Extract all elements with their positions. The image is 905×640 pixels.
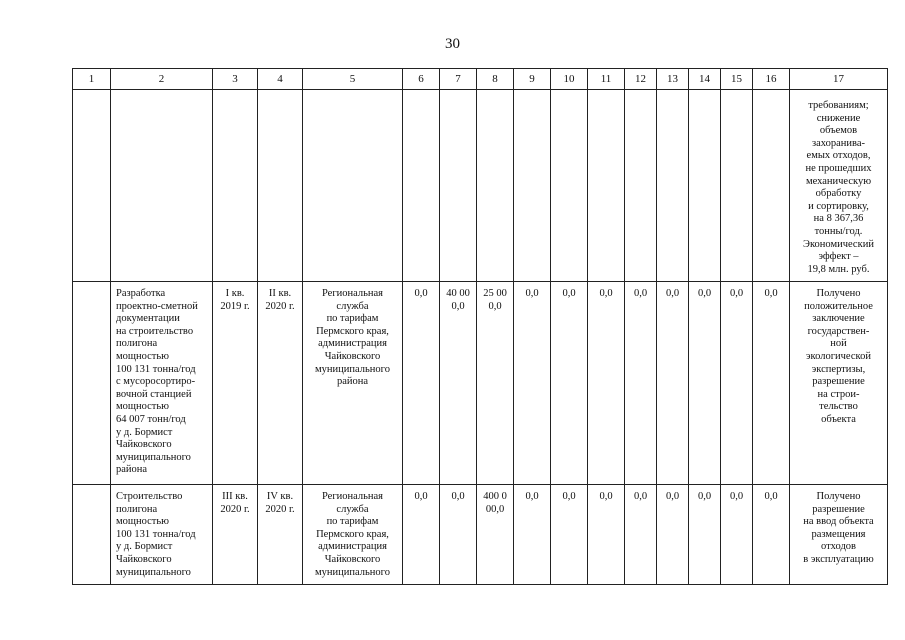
row-number-cell [73, 90, 111, 282]
header-row [73, 69, 888, 90]
responsible-cell [303, 90, 403, 282]
table-row [73, 282, 888, 485]
header-cell: 3 [213, 69, 258, 90]
result-cell: требованиям; снижение объемов захоранива- емых отходов, не прошедших механическую обработку и сортировку, на 8 367,36 тонны/год. Экономический эффект – 19,8 млн. руб. [790, 90, 888, 282]
table-row [73, 90, 888, 282]
value-cell [588, 90, 625, 282]
value-cell: 25 00 0,0 [477, 282, 514, 485]
header-cell: 5 [303, 69, 403, 90]
end-date-cell [258, 90, 303, 282]
activity-cell: Строительство полигона мощностью 100 131 тонна/год у д. Бормист Чайковского муниципального [111, 485, 213, 585]
start-date-cell: I кв. 2019 г. [213, 282, 258, 485]
value-cell [514, 90, 551, 282]
value-cell: 0,0 [625, 282, 657, 485]
value-cell: 0,0 [689, 282, 721, 485]
header-cell: 2 [111, 69, 213, 90]
header-cell: 15 [721, 69, 753, 90]
value-cell [657, 90, 689, 282]
header-cell: 16 [753, 69, 790, 90]
page-number: 30 [445, 36, 460, 52]
header-cell: 4 [258, 69, 303, 90]
value-cell: 0,0 [721, 282, 753, 485]
value-cell: 0,0 [588, 282, 625, 485]
start-date-cell [213, 90, 258, 282]
value-cell: 0,0 [440, 485, 477, 585]
responsible-cell: Региональная служба по тарифам Пермского края, администрация Чайковского муниципального района [303, 282, 403, 485]
value-cell [753, 90, 790, 282]
value-cell: 0,0 [625, 485, 657, 585]
value-cell [477, 90, 514, 282]
header-cell: 1 [73, 69, 111, 90]
data-table [72, 68, 888, 585]
result-cell: Получено положительное заключение государствен- ной экологической экспертизы, разрешение на строи- тельство объекта [790, 282, 888, 485]
end-date-cell: II кв. 2020 г. [258, 282, 303, 485]
value-cell: 0,0 [403, 485, 440, 585]
header-cell: 17 [790, 69, 888, 90]
activity-cell [111, 90, 213, 282]
result-cell: Получено разрешение на ввод объекта размещения отходов в эксплуатацию [790, 485, 888, 585]
value-cell: 0,0 [689, 485, 721, 585]
header-cell: 13 [657, 69, 689, 90]
value-cell [403, 90, 440, 282]
value-cell [551, 90, 588, 282]
value-cell [689, 90, 721, 282]
value-cell: 0,0 [657, 485, 689, 585]
value-cell: 0,0 [551, 485, 588, 585]
header-cell: 11 [588, 69, 625, 90]
value-cell: 40 00 0,0 [440, 282, 477, 485]
header-cell: 6 [403, 69, 440, 90]
value-cell [440, 90, 477, 282]
table-row [73, 485, 888, 585]
start-date-cell: III кв. 2020 г. [213, 485, 258, 585]
responsible-cell: Региональная служба по тарифам Пермского края, администрация Чайковского муниципального [303, 485, 403, 585]
value-cell: 0,0 [588, 485, 625, 585]
value-cell: 0,0 [514, 282, 551, 485]
value-cell: 0,0 [657, 282, 689, 485]
value-cell: 0,0 [551, 282, 588, 485]
value-cell: 0,0 [753, 485, 790, 585]
end-date-cell: IV кв. 2020 г. [258, 485, 303, 585]
header-cell: 12 [625, 69, 657, 90]
value-cell: 0,0 [403, 282, 440, 485]
header-cell: 9 [514, 69, 551, 90]
row-number-cell [73, 485, 111, 585]
header-cell: 14 [689, 69, 721, 90]
value-cell: 0,0 [753, 282, 790, 485]
value-cell: 0,0 [721, 485, 753, 585]
value-cell: 400 0 00,0 [477, 485, 514, 585]
value-cell [721, 90, 753, 282]
header-cell: 7 [440, 69, 477, 90]
row-number-cell [73, 282, 111, 485]
value-cell: 0,0 [514, 485, 551, 585]
header-cell: 10 [551, 69, 588, 90]
header-cell: 8 [477, 69, 514, 90]
value-cell [625, 90, 657, 282]
activity-cell: Разработка проектно-сметной документации на строительство полигона мощностью 100 131 тонна/год с мусоросортиро- вочной станцией мощностью 64 007 тонн/год у д. Бормист Чайковского муниципального района [111, 282, 213, 485]
